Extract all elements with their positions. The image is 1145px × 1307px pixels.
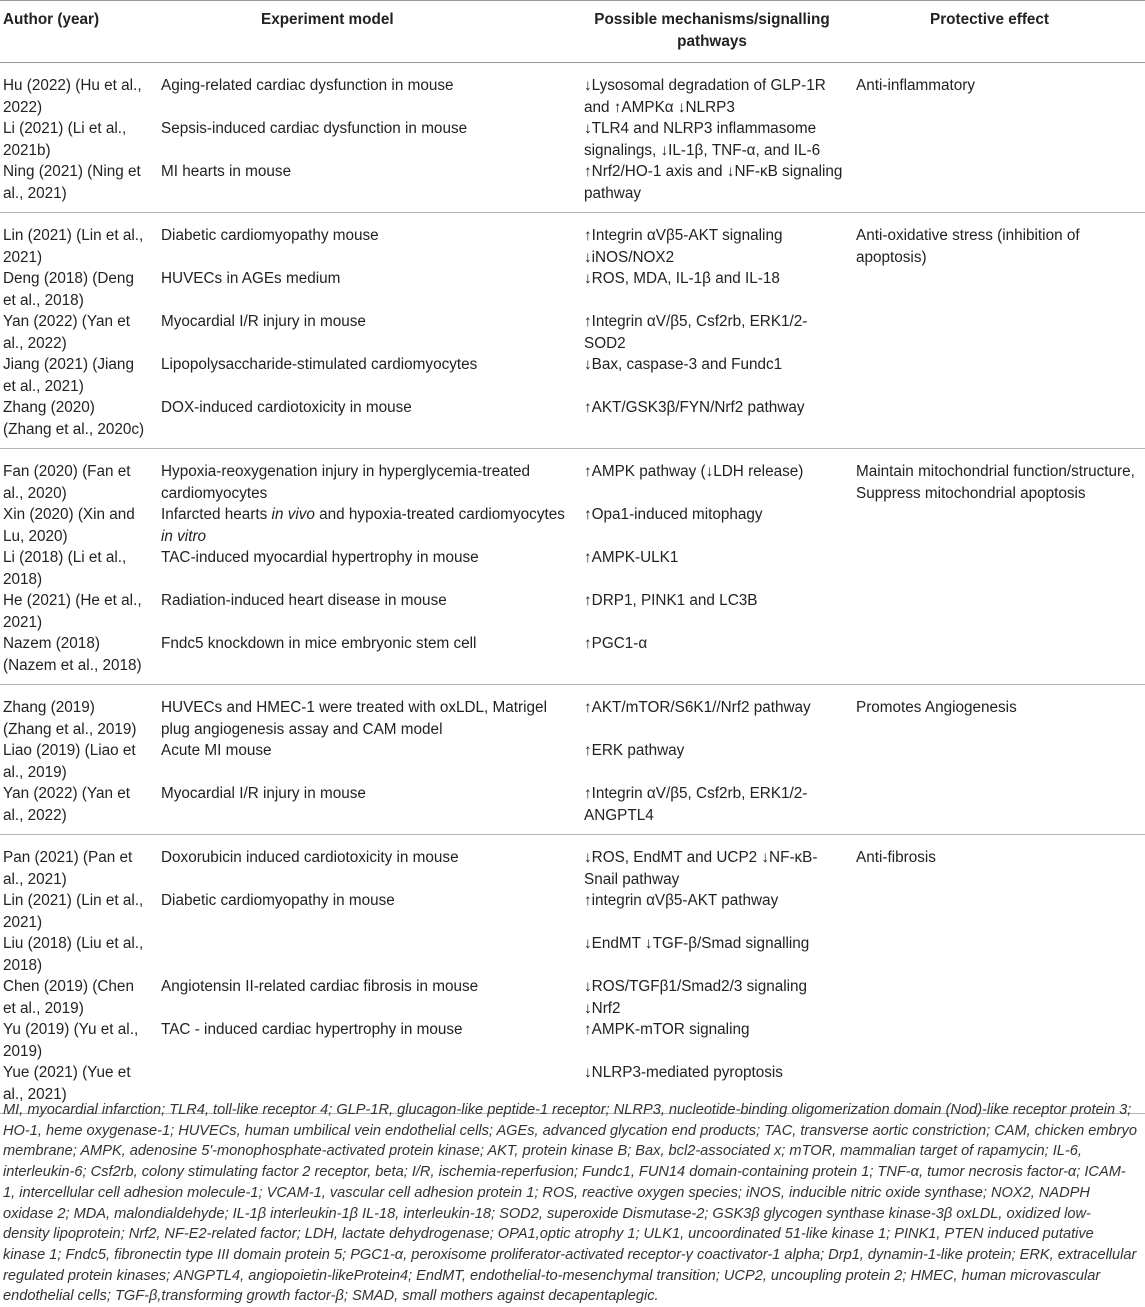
cell-author: Ning (2021) (Ning et al., 2021) [3, 163, 141, 202]
cell-protective-effect: Promotes Angiogenesis [856, 699, 1017, 716]
table-group [0, 449, 1145, 685]
cell-model: Hypoxia-reoxygenation injury in hyperglycemia-treated cardiomyocytes [161, 463, 531, 502]
cell-protective-effect: Anti-inflammatory [856, 77, 976, 94]
cell-protective-effect: Anti-oxidative stress (inhibition of apoptosis) [856, 227, 1080, 266]
cell-mechanism: ↓TLR4 and NLRP3 inflammasome signalings, ↓IL-1β, TNF-α, and IL-6 [584, 120, 821, 159]
model-text-part: and hypoxia-treated cardiomyocytes [314, 506, 565, 523]
cell-mechanism: ↑ERK pathway [584, 742, 685, 759]
cell-mechanism: ↑Nrf2/HO-1 axis and ↓NF-κB signaling pathway [584, 163, 843, 202]
cell-mechanism: ↓Bax, caspase-3 and Fundc1 [584, 356, 783, 373]
table-footnote: MI, myocardial infarction; TLR4, toll-like receptor 4; GLP-1R, glucagon-like peptide-1 receptor; NLRP3, nucleotide-binding oligomerization domain (Nod)-like receptor protein 3; HO-1, heme oxygenase-1; HUVECs, human umbilical vein endothelial cells; AGEs, advanced glycation end products; TAC, transverse aortic constriction; CAM, chicken embryo membrane; AMPK, adenosine 5'-monophosphate-activated protein kinase; AKT, protein kinase B; Bax, bcl2-associated x; mTOR, mammalian target of rapamycin; IL-6, interleukin-6; Csf2rb, colony stimulating factor 2 receptor, beta; I/R, ischemia-reperfusion; Fundc1, FUN14 domain-containing protein 1; TNF-α, tumor necrosis factor-α; ICAM-1, intercellular cell adhesion molecule-1; VCAM-1, vascular cell adhesion protein 1; ROS, reactive oxygen species; iNOS, inducible nitric oxide synthase; NOX2, NADPH oxidase 2; MDA, malondialdehyde; IL-1β interleukin-1β IL-18, interleukin-18; SOD2, superoxide Dismutase-2; GSK3β glycogen synthase kinase-3β oxLDL, oxidized low-density lipoprotein; Nrf2, NF-E2-related factor; LDH, lactate dehydrogenase; OPA1,optic atrophy 1; ULK1, uncoordinated 51-like kinase 1; PINK1, PTEN induced putative kinase 1; Fndc5, fibronectin type III domain protein 5; PGC1-α, peroxisome proliferator-activated receptor-γ coactivator-1 alpha; Drp1, dynamin-1-like protein; ERK, extracellular regulated protein kinases; ANGPTL4, angiopoietin-likeProtein4; EndMT, endothelial-to-mesenchymal transition; UCP2, uncoupling protein 2; HMEC, human microvascular endothelial cells; TGF-β,transforming growth factor-β; SMAD, small mothers against decapentaplegic. [3, 1102, 1137, 1305]
cell-author: Zhang (2020) (Zhang et al., 2020c) [3, 399, 145, 438]
cell-author: Jiang (2021) (Jiang et al., 2021) [3, 356, 134, 395]
header-effect: Protective effect [848, 1, 1145, 63]
cell-mechanism: ↑Integrin αV/β5, Csf2rb, ERK1/2-SOD2 [584, 313, 808, 352]
cell-mechanism: ↓Lysosomal degradation of GLP-1R and ↑AMPKα ↓NLRP3 [584, 77, 826, 116]
cell-author: Yan (2022) (Yan et al., 2022) [3, 785, 130, 824]
cell-model: TAC - induced cardiac hypertrophy in mouse [161, 1021, 463, 1038]
cell-mechanism: ↓NLRP3-mediated pyroptosis [584, 1064, 783, 1081]
cell-model: Acute MI mouse [161, 742, 272, 759]
table-row [0, 213, 1145, 269]
cell-mechanism: ↑integrin αVβ5-AKT pathway [584, 892, 779, 909]
model-text-part: in vitro [161, 527, 207, 545]
cell-mechanism: ↑Integrin αV/β5, Csf2rb, ERK1/2-ANGPTL4 [584, 785, 808, 824]
cell-author: Yu (2019) (Yu et al., 2019) [3, 1021, 139, 1060]
cell-model [153, 933, 576, 976]
header-row [0, 1, 1145, 63]
table-group [0, 63, 1145, 213]
cell-model: Fndc5 knockdown in mice embryonic stem cell [161, 635, 477, 652]
cell-mechanism: ↑AKT/GSK3β/FYN/Nrf2 pathway [584, 399, 805, 416]
cell-author: Pan (2021) (Pan et al., 2021) [3, 849, 133, 888]
cell-author: Li (2018) (Li et al., 2018) [3, 549, 127, 588]
cell-mechanism: ↓EndMT ↓TGF-β/Smad signalling [584, 935, 810, 952]
cell-model: Sepsis-induced cardiac dysfunction in mouse [161, 120, 468, 137]
cell-mechanism: ↑AMPK pathway (↓LDH release) [584, 463, 804, 480]
table-row [0, 685, 1145, 741]
cell-mechanism: ↑DRP1, PINK1 and LC3B [584, 592, 758, 609]
cell-author: Yue (2021) (Yue et al., 2021) [3, 1064, 131, 1103]
model-text-part: in vivo [271, 506, 315, 523]
cell-protective-effect: Maintain mitochondrial function/structure, Suppress mitochondrial apoptosis [856, 463, 1135, 502]
table-row [0, 835, 1145, 891]
cell-model: Aging-related cardiac dysfunction in mouse [161, 77, 454, 94]
cell-model: DOX-induced cardiotoxicity in mouse [161, 399, 412, 416]
cell-author: Deng (2018) (Deng et al., 2018) [3, 270, 134, 309]
header-model: Experiment model [153, 1, 576, 63]
cell-mechanism: ↑Opa1-induced mitophagy [584, 506, 763, 523]
cell-model: Angiotensin II-related cardiac fibrosis in mouse [161, 978, 479, 995]
cell-author: Liao (2019) (Liao et al., 2019) [3, 742, 136, 781]
cell-mechanism: ↑AMPK-ULK1 [584, 549, 679, 566]
cell-mechanism: ↓ROS/TGFβ1/Smad2/3 signaling ↓Nrf2 [584, 978, 808, 1017]
table-group [0, 685, 1145, 835]
cell-author: Fan (2020) (Fan et al., 2020) [3, 463, 131, 502]
cell-protective-effect: Anti-fibrosis [856, 849, 936, 866]
cell-author: Yan (2022) (Yan et al., 2022) [3, 313, 130, 352]
cell-model: HUVECs and HMEC-1 were treated with oxLDL, Matrigel plug angiogenesis assay and CAM model [161, 699, 547, 738]
table-row [0, 63, 1145, 119]
cell-author: Lin (2021) (Lin et al., 2021) [3, 892, 144, 931]
cell-mechanism: ↑Integrin αVβ5-AKT signaling ↓iNOS/NOX2 [584, 227, 783, 266]
cell-model: Myocardial I/R injury in mouse [161, 785, 366, 802]
cell-mechanism: ↑PGC1-α [584, 635, 648, 652]
cell-author: Nazem (2018) (Nazem et al., 2018) [3, 635, 142, 674]
cell-author: Lin (2021) (Lin et al., 2021) [3, 227, 144, 266]
cell-model: Diabetic cardiomyopathy in mouse [161, 892, 395, 909]
cell-model: HUVECs in AGEs medium [161, 270, 341, 287]
cell-model: TAC-induced myocardial hypertrophy in mouse [161, 549, 479, 566]
cell-model: Lipopolysaccharide-stimulated cardiomyocytes [161, 356, 478, 373]
cell-model: Radiation-induced heart disease in mouse [161, 592, 447, 609]
cell-author: Hu (2022) (Hu et al., 2022) [3, 77, 142, 116]
cell-model: Diabetic cardiomyopathy mouse [161, 227, 379, 244]
table-group [0, 213, 1145, 449]
cell-mechanism: ↑AMPK-mTOR signaling [584, 1021, 750, 1038]
model-text-part: Infarcted hearts [161, 506, 272, 523]
header-author: Author (year) [0, 1, 153, 63]
cell-author: Li (2021) (Li et al., 2021b) [3, 120, 127, 159]
cell-mechanism: ↑AKT/mTOR/S6K1//Nrf2 pathway [584, 699, 811, 716]
table-row [0, 449, 1145, 505]
cell-model [153, 504, 576, 547]
cell-model: MI hearts in mouse [161, 163, 292, 180]
cell-author: Chen (2019) (Chen et al., 2019) [3, 978, 134, 1017]
table-group [0, 835, 1145, 1114]
cell-author: Zhang (2019) (Zhang et al., 2019) [3, 699, 137, 738]
cell-mechanism: ↓ROS, MDA, IL-1β and IL-18 [584, 270, 780, 287]
table-header [0, 1, 1145, 63]
cell-author: Liu (2018) (Liu et al., 2018) [3, 935, 144, 974]
cell-mechanism: ↓ROS, EndMT and UCP2 ↓NF-κB-Snail pathway [584, 849, 818, 888]
cell-model: Doxorubicin induced cardiotoxicity in mouse [161, 849, 459, 866]
cell-author: He (2021) (He et al., 2021) [3, 592, 142, 631]
header-mechanism: Possible mechanisms/signalling pathways [576, 1, 848, 63]
cell-model: Myocardial I/R injury in mouse [161, 313, 366, 330]
cell-author: Xin (2020) (Xin and Lu, 2020) [3, 506, 135, 545]
